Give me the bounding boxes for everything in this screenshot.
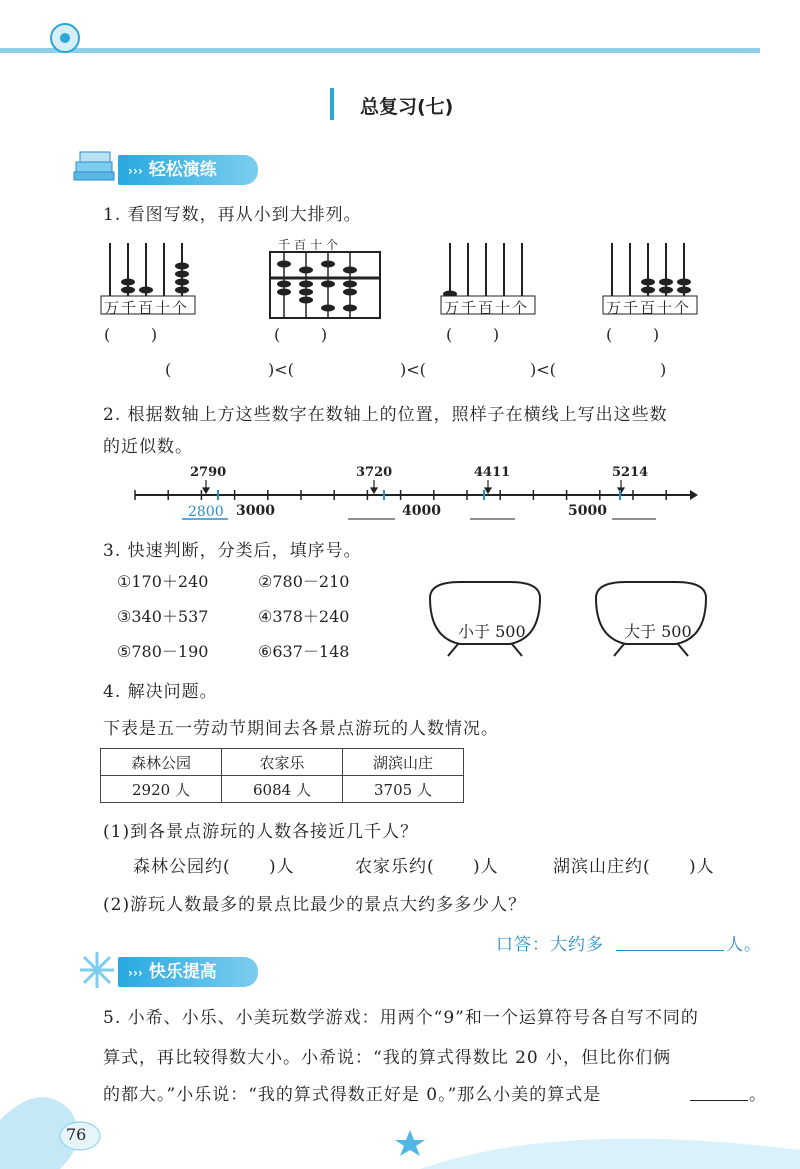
compare-lt-1: )<( [268,360,294,379]
q2-text-2: 的近似数。 [103,437,193,457]
abacus-1-label: 万千百十个 [104,299,190,317]
section-1-label: 轻松演练 [148,160,217,180]
expr-6: ⑥637－148 [258,642,350,661]
compare-close: ) [660,360,667,379]
bowl-greater-label: 大于 500 [624,622,692,641]
answer-suffix: 人。 [726,935,762,955]
footer-decoration [0,1060,800,1169]
abacus-3-blank[interactable]: ( ) [446,325,500,344]
marker-2790: 2790 [190,465,227,480]
header-forest: 森林公园 [101,749,222,776]
value-forest: 2920 人 [101,776,222,803]
bowl-less-label: 小于 500 [458,622,526,641]
marker-5214: 5214 [612,465,649,480]
abacus-4-blank[interactable]: ( ) [606,325,660,344]
abacus-3-label: 万千百十个 [444,299,530,317]
abacus-2 [268,250,384,322]
section-2-label: 快乐提高 [148,962,217,982]
answer-blank[interactable] [616,950,724,951]
answer-farm[interactable]: 农家乐约( )人 [355,857,499,877]
q3-text: 3. 快速判断，分类后，填序号。 [103,541,362,561]
books-icon [72,148,118,184]
answer-forest[interactable]: 森林公园约( )人 [133,857,295,877]
header-lake: 湖滨山庄 [343,749,464,776]
q5-line1: 5. 小希、小乐、小美玩数学游戏：用两个“9”和一个运算符号各自写不同的 [103,1008,699,1028]
header-farm: 农家乐 [222,749,343,776]
q1-text: 1. 看图写数，再从小到大排列。 [103,205,362,225]
abacus-4-label: 万千百十个 [606,299,692,317]
q5-line2: 算式，再比较得数大小。小希说：“我的算式得数比 20 小，但比你们俩 [103,1048,672,1068]
q5-line3: 的都大。”小乐说：“我的算式得数正好是 0。”那么小美的算式是 [103,1085,602,1105]
number-line [130,460,700,522]
tick-5000: 5000 [568,503,607,519]
gear-icon [40,18,90,58]
q4-sub2: (2)游玩人数最多的景点比最少的景点大约多多少人？ [103,895,527,915]
page-title: 总复习(七) [360,96,454,118]
value-farm: 6084 人 [222,776,343,803]
q4-text: 4. 解决问题。 [103,682,218,702]
sparkle-icon [76,950,118,990]
abacus-2-label: 千百十个 [278,238,343,252]
q4-sub1: (1)到各景点游玩的人数各接近几千人？ [103,822,419,842]
section-banner-2: ››› 快乐提高 [118,957,258,987]
compare-open: ( [165,360,172,379]
compare-lt-3: )<( [530,360,556,379]
abacus-2-blank[interactable]: ( ) [274,325,328,344]
tick-3000: 3000 [236,503,275,519]
abacus-1-blank[interactable]: ( ) [104,325,158,344]
header-bar [0,48,760,53]
answer-prefix: 口答：大约多 [496,935,604,955]
expr-1: ①170＋240 [117,572,209,591]
answer-lake[interactable]: 湖滨山庄约( )人 [553,857,715,877]
marker-3720: 3720 [356,465,393,480]
page-number: 76 [66,1125,87,1144]
q4-intro: 下表是五一劳动节期间去各景点游玩的人数情况。 [103,719,499,739]
table-row [101,776,464,803]
example-2800: 2800 [188,504,224,520]
expr-3: ③340＋537 [117,607,209,626]
q5-line3-end: 。 [749,1085,767,1105]
tick-4000: 4000 [402,503,441,519]
value-lake: 3705 人 [343,776,464,803]
q2-text: 2. 根据数轴上方这些数字在数轴上的位置，照样子在横线上写出这些数 [103,405,668,425]
expr-5: ⑤780－190 [117,642,209,661]
marker-4411: 4411 [474,465,511,480]
compare-lt-2: )<( [400,360,426,379]
section-banner-1: ››› 轻松演练 [118,155,258,185]
expr-2: ②780－210 [258,572,350,591]
visitors-table [100,748,464,803]
expr-4: ④378＋240 [258,607,350,626]
table-header-row [101,749,464,776]
